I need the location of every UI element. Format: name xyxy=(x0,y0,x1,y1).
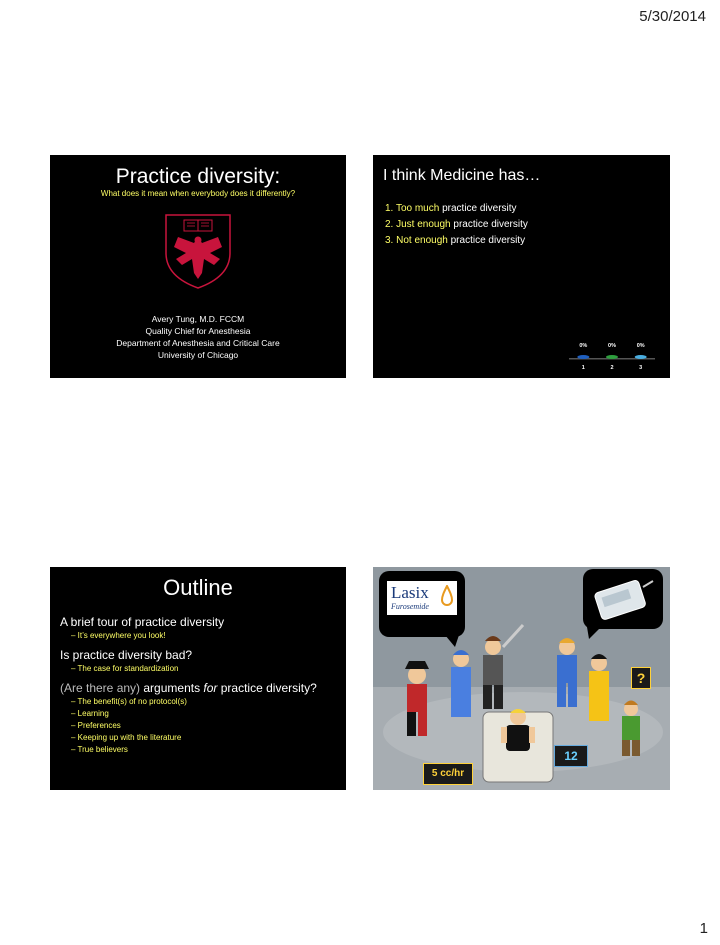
poll-tick-label: 3 xyxy=(639,365,643,371)
count-badge: 12 xyxy=(554,745,588,767)
outline-subitem: – True believers xyxy=(71,745,128,754)
author-role: Quality Chief for Anesthesia xyxy=(145,326,251,336)
outline-item-3: (Are there any) arguments for practice diversity? xyxy=(60,681,317,695)
poll-data-label: 0% xyxy=(636,343,645,349)
question-badge: ? xyxy=(631,667,651,689)
outline-subitem: – Preferences xyxy=(71,721,121,730)
poll-option-3[interactable]: 3. Not enough practice diversity xyxy=(385,235,526,246)
outline-subitem: – Keeping up with the literature xyxy=(71,733,182,742)
page-number: 1 xyxy=(699,920,708,937)
rate-badge: 5 cc/hr xyxy=(423,763,473,785)
poll-data-label: 0% xyxy=(608,343,616,349)
slide-outline xyxy=(50,567,346,790)
outline-subitem: – The case for standardization xyxy=(71,664,179,673)
author-department: Department of Anesthesia and Critical Care xyxy=(116,338,280,348)
poll-bar-base-2 xyxy=(606,355,618,359)
outline-subitem: – The benefit(s) of no protocol(s) xyxy=(71,697,187,706)
university-crest-icon xyxy=(164,213,232,289)
slide-title-subtitle: What does it mean when everybody does it differently? xyxy=(100,189,296,198)
speech-bubble-right xyxy=(583,569,663,629)
outline-item-2: Is practice diversity bad? xyxy=(60,648,193,662)
slide-title-heading: Practice diversity: xyxy=(115,165,281,188)
drop-icon xyxy=(441,585,453,607)
poll-options xyxy=(385,201,528,249)
outline-content xyxy=(60,609,342,756)
author-institution: University of Chicago xyxy=(157,350,239,360)
poll-tick-label: 2 xyxy=(610,365,614,371)
speech-bubble-left xyxy=(379,571,465,637)
outline-subitem: – It’s everywhere you look! xyxy=(71,631,166,640)
outline-subitem: – Learning xyxy=(71,709,109,718)
poll-results-chart xyxy=(569,341,655,373)
slide-toy-scene xyxy=(373,567,670,790)
poll-data-label: 0% xyxy=(579,343,588,349)
bubble-tail-right xyxy=(587,627,601,639)
poll-bar-base-3 xyxy=(635,355,647,359)
author-name: Avery Tung, M.D. FCCM xyxy=(151,314,245,324)
slide-poll xyxy=(373,155,670,378)
lasix-logo: Lasix Furosemide xyxy=(387,581,457,615)
bubble-tail-left xyxy=(445,635,459,647)
poll-option-1[interactable]: 1. Too much practice diversity xyxy=(385,203,517,214)
slide-date: 5/30/2014 xyxy=(639,8,706,25)
outline-item-1: A brief tour of practice diversity xyxy=(60,615,225,629)
poll-option-2[interactable]: 2. Just enough practice diversity xyxy=(385,219,528,230)
iv-bag-icon xyxy=(591,577,655,621)
poll-bar-base-1 xyxy=(577,355,589,359)
author-block xyxy=(50,313,346,361)
poll-tick-label: 1 xyxy=(581,365,585,371)
poll-question: I think Medicine has… xyxy=(383,167,541,184)
slide-title xyxy=(50,155,346,378)
outline-title: Outline xyxy=(163,575,233,600)
